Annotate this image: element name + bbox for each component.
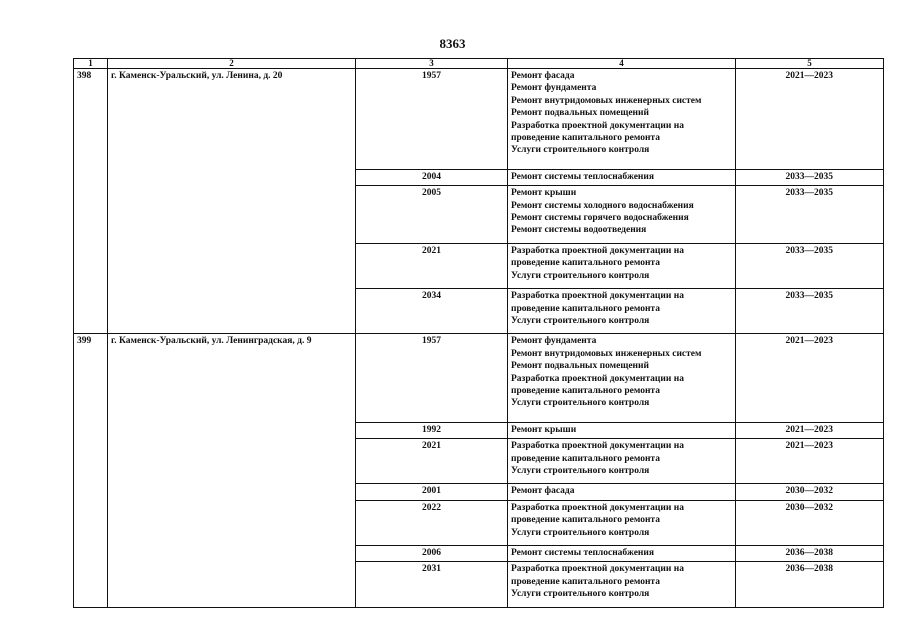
work-period: 2036—2038 (736, 546, 884, 562)
work-year: 2031 (356, 562, 508, 607)
work-item: проведение капитального ремонта (511, 453, 660, 464)
work-item: Разработка проектной документации на (511, 441, 684, 452)
work-list (508, 546, 736, 562)
work-item: Разработка проектной документации на (511, 120, 684, 131)
work-item: Ремонт крыши (511, 424, 577, 435)
work-list (508, 169, 736, 185)
work-list (508, 500, 736, 545)
work-list (508, 186, 736, 244)
work-item: Услуги строительного контроля (511, 145, 650, 156)
work-period: 2033—2035 (736, 243, 884, 288)
work-item: Ремонт системы холодного водоснабжения (511, 200, 694, 211)
work-year: 1992 (356, 422, 508, 438)
capital-repair-table (73, 58, 884, 608)
building-number: 398 (74, 69, 108, 334)
work-item: Разработка проектной документации на (511, 502, 684, 513)
work-item: Услуги строительного контроля (511, 589, 650, 600)
building-number: 399 (74, 334, 108, 607)
work-list (508, 562, 736, 607)
work-year: 2005 (356, 186, 508, 244)
work-item: Разработка проектной документации на (511, 291, 684, 302)
work-item: Разработка проектной документации на (511, 245, 684, 256)
work-year: 2001 (356, 484, 508, 500)
work-item: Ремонт системы водоотведения (511, 225, 647, 236)
work-year: 1957 (356, 334, 508, 422)
column-header: 5 (736, 59, 884, 69)
work-item: Ремонт системы теплоснабжения (511, 171, 655, 182)
work-item: проведение капитального ремонта (511, 303, 660, 314)
work-item: Ремонт внутридомовых инженерных систем (511, 348, 702, 359)
work-period: 2030—2032 (736, 484, 884, 500)
work-item: Ремонт внутридомовых инженерных систем (511, 95, 702, 106)
work-list (508, 69, 736, 170)
table-row (74, 69, 884, 170)
work-item: Ремонт системы горячего водоснабжения (511, 213, 689, 224)
column-header: 1 (74, 59, 108, 69)
work-item: Ремонт фундамента (511, 83, 597, 94)
building-address: г. Каменск-Уральский, ул. Ленинградская, д. 9 (108, 334, 356, 607)
work-item: Ремонт крыши (511, 188, 577, 199)
work-year: 2021 (356, 243, 508, 288)
work-list (508, 289, 736, 334)
work-period: 2021—2023 (736, 439, 884, 484)
work-item: проведение капитального ремонта (511, 133, 660, 144)
work-list (508, 243, 736, 288)
building-address: г. Каменск-Уральский, ул. Ленина, д. 20 (108, 69, 356, 334)
work-year: 2034 (356, 289, 508, 334)
work-period: 2036—2038 (736, 562, 884, 607)
work-item: проведение капитального ремонта (511, 576, 660, 587)
work-item: Ремонт фундамента (511, 336, 597, 347)
page-number: 8363 (439, 36, 466, 51)
work-item: Разработка проектной документации на (511, 373, 684, 384)
work-item: Ремонт подвальных помещений (511, 361, 649, 372)
table-row (74, 334, 884, 422)
column-header: 2 (108, 59, 356, 69)
work-item: Ремонт системы теплоснабжения (511, 548, 655, 558)
table-header-row (74, 59, 884, 69)
work-item: Услуги строительного контроля (511, 398, 650, 409)
work-period: 2021—2023 (736, 422, 884, 438)
work-item: Услуги строительного контроля (511, 465, 650, 476)
work-item: Ремонт фасада (511, 486, 575, 497)
work-year: 2006 (356, 546, 508, 562)
work-period: 2033—2035 (736, 169, 884, 185)
work-list (508, 334, 736, 422)
work-item: Услуги строительного контроля (511, 527, 650, 538)
work-period: 2021—2023 (736, 69, 884, 170)
column-header: 3 (356, 59, 508, 69)
work-item: проведение капитального ремонта (511, 385, 660, 396)
work-list (508, 439, 736, 484)
work-year: 2021 (356, 439, 508, 484)
work-period: 2033—2035 (736, 186, 884, 244)
work-item: Услуги строительного контроля (511, 270, 650, 281)
work-item: проведение капитального ремонта (511, 515, 660, 526)
work-item: Разработка проектной документации на (511, 564, 684, 575)
work-year: 1957 (356, 69, 508, 170)
work-period: 2030—2032 (736, 500, 884, 545)
work-item: Ремонт подвальных помещений (511, 108, 649, 119)
work-period: 2021—2023 (736, 334, 884, 422)
work-list (508, 484, 736, 500)
work-period: 2033—2035 (736, 289, 884, 334)
work-year: 2022 (356, 500, 508, 545)
work-item: Ремонт фасада (511, 71, 575, 81)
work-item: Услуги строительного контроля (511, 315, 650, 326)
work-list (508, 422, 736, 438)
column-header: 4 (508, 59, 736, 69)
work-year: 2004 (356, 169, 508, 185)
work-item: проведение капитального ремонта (511, 258, 660, 269)
